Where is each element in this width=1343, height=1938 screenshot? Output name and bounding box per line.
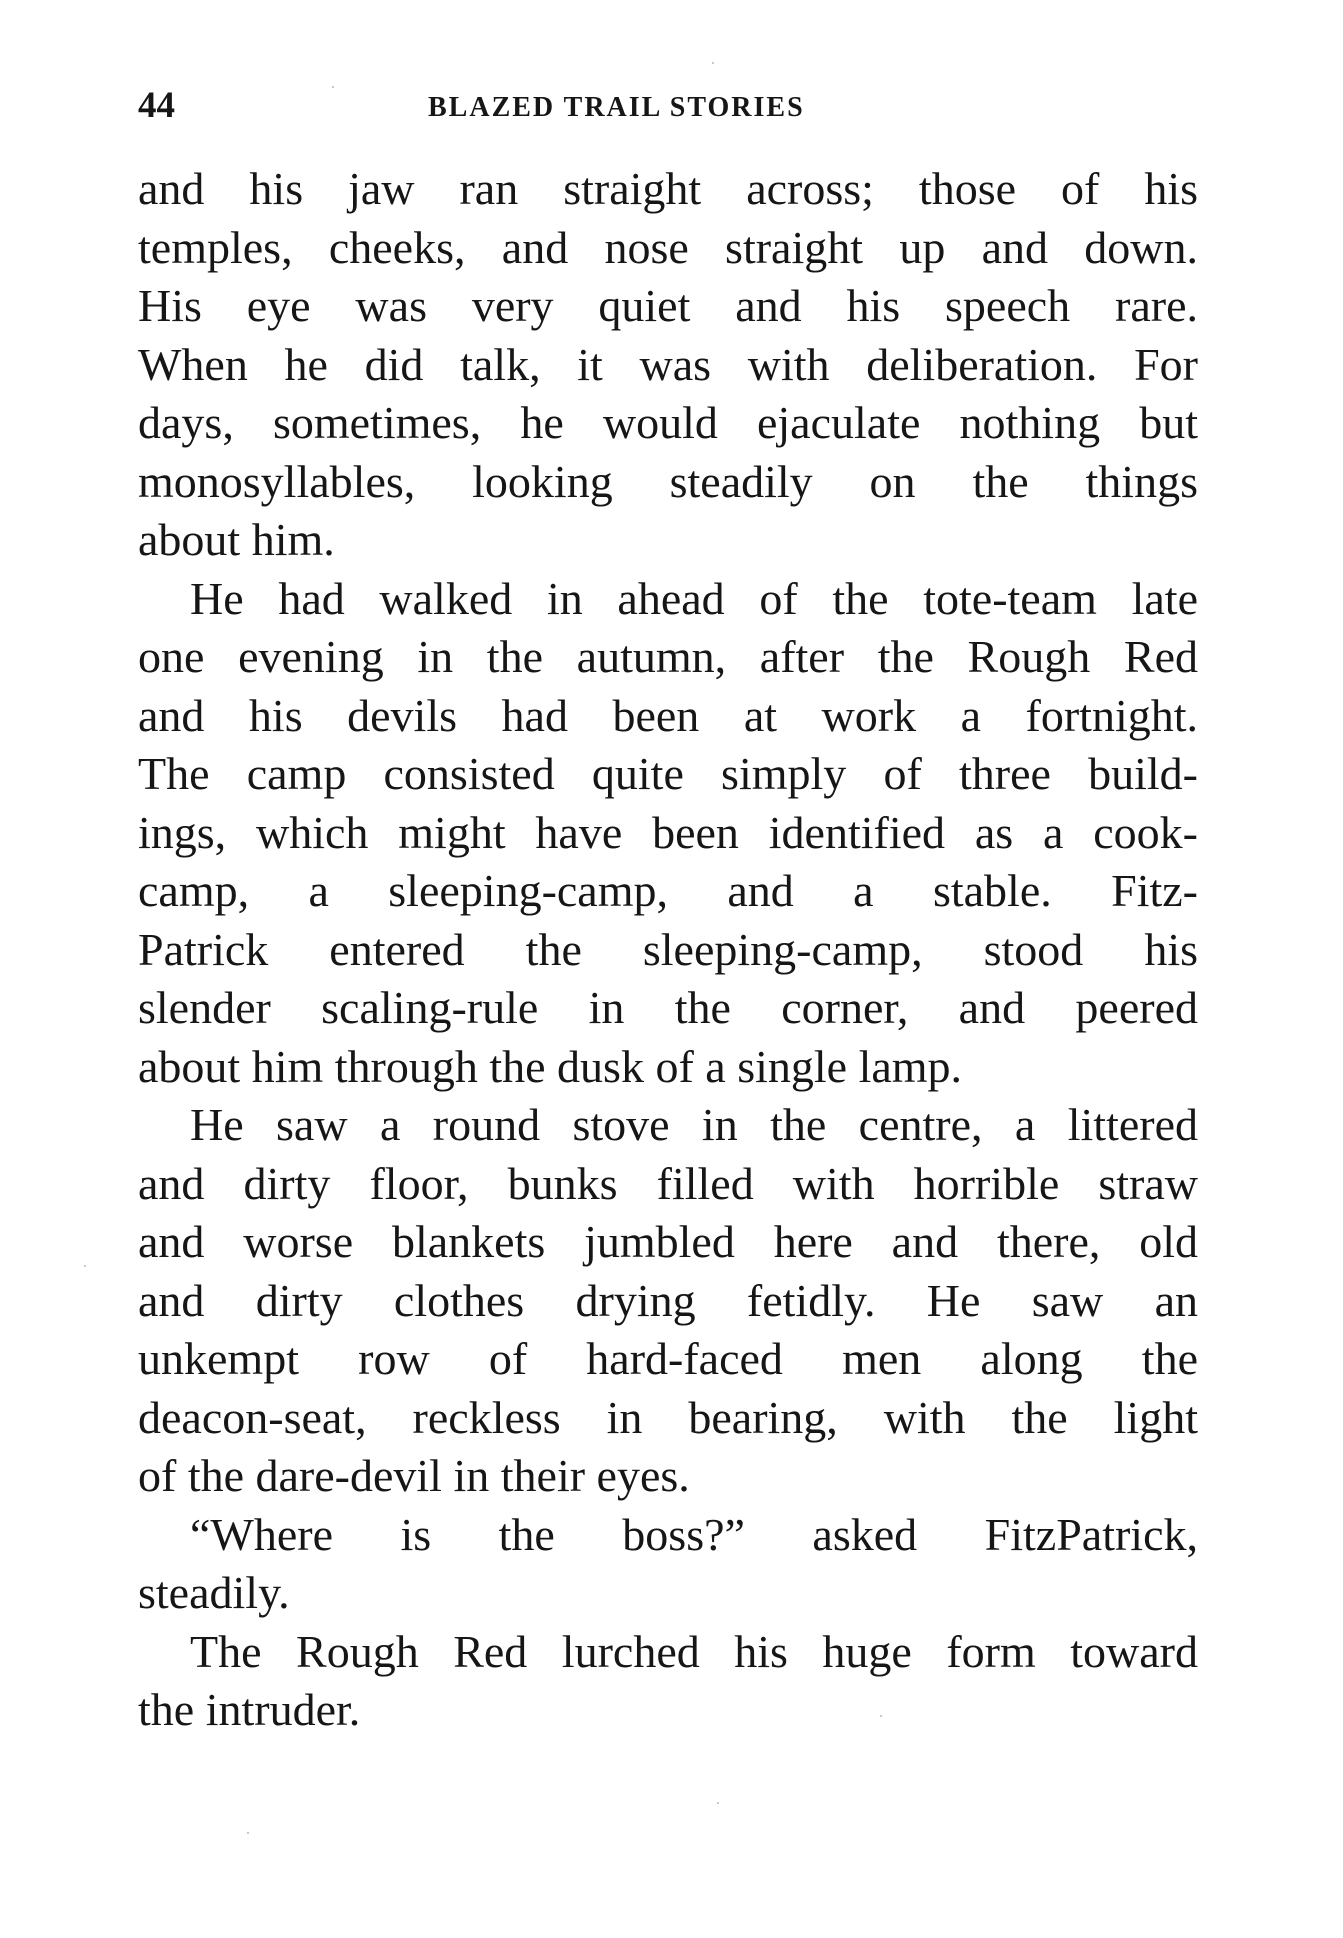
paper-speck: [84, 1265, 86, 1267]
text-line: and worse blankets jumbled here and there, old: [138, 1216, 1198, 1267]
text-line: ings, which might have been identified as a cook-: [138, 806, 1198, 858]
text-line: and dirty clothes drying fetidly. He saw an: [138, 1274, 1198, 1326]
paper-speck: [712, 62, 714, 64]
text-line: When he did talk, it was with deliberation. For: [138, 338, 1198, 390]
text-line: monosyllables, looking steadily on the things: [138, 455, 1198, 507]
text-line: about him through the dusk of a single lamp.: [138, 1040, 963, 1092]
text-line: the intruder.: [138, 1684, 361, 1735]
paragraph: [138, 1096, 1198, 1506]
running-title: BLAZED TRAIL STORIES: [428, 92, 805, 123]
text-line: days, sometimes, he would ejaculate nothing but: [138, 397, 1198, 448]
running-head: [138, 82, 1196, 130]
text-line: His eye was very quiet and his speech rare.: [138, 280, 1198, 331]
text-line: of the dare-devil in their eyes.: [138, 1450, 690, 1501]
text-line: one evening in the autumn, after the Rough Red: [138, 631, 1198, 682]
paper-speck: [717, 1802, 719, 1804]
text-line: “Where is the boss?” asked FitzPatrick,: [190, 1508, 1198, 1560]
paper-speck: [247, 1832, 249, 1834]
paragraph: [138, 1623, 1198, 1740]
text-line: unkempt row of hard-faced men along the: [138, 1333, 1198, 1384]
text-line: The camp consisted quite simply of three build-: [138, 748, 1198, 799]
paragraph: [138, 570, 1198, 1097]
page-number: 44: [138, 85, 175, 126]
text-line: He had walked in ahead of the tote-team late: [190, 572, 1198, 624]
text-line: slender scaling-rule in the corner, and peered: [138, 982, 1198, 1033]
paper-speck: [880, 1715, 882, 1717]
text-line: and dirty floor, bunks filled with horrible straw: [138, 1157, 1198, 1209]
text-line: and his jaw ran straight across; those of his: [138, 163, 1198, 214]
paper-speck: [332, 86, 334, 88]
text-line: camp, a sleeping-camp, and a stable. Fitz-: [138, 865, 1198, 916]
paragraph: [138, 1506, 1198, 1623]
text-line: about him.: [138, 514, 335, 565]
text-line: and his devils had been at work a fortnight.: [138, 689, 1198, 741]
body-text: [138, 160, 1198, 1740]
text-line: Patrick entered the sleeping-camp, stood his: [138, 923, 1198, 975]
text-line: temples, cheeks, and nose straight up and down.: [138, 221, 1198, 273]
text-line: deacon-seat, reckless in bearing, with the light: [138, 1391, 1198, 1443]
text-line: steadily.: [138, 1567, 290, 1618]
text-line: The Rough Red lurched his huge form toward: [190, 1625, 1198, 1677]
paragraph: [138, 160, 1198, 570]
text-line: He saw a round stove in the centre, a littered: [190, 1099, 1198, 1150]
